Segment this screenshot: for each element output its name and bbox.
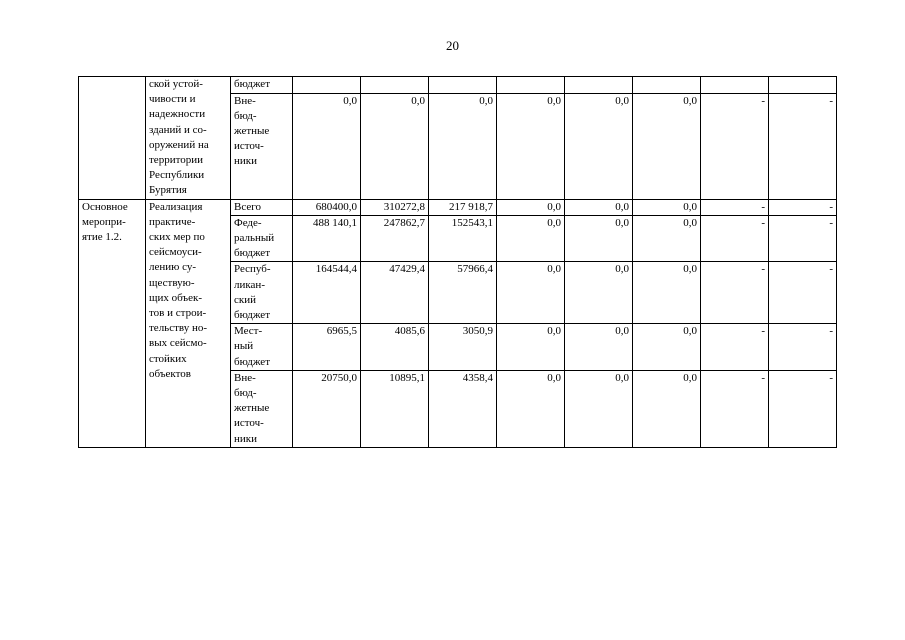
funding-source-cell: Вне- бюд- жетные источ- ники [231, 370, 293, 447]
value-cell [429, 77, 497, 94]
value-cell: - [701, 262, 769, 324]
value-cell: 0,0 [633, 262, 701, 324]
value-cell: 57966,4 [429, 262, 497, 324]
value-cell: - [769, 262, 837, 324]
value-cell: 0,0 [565, 215, 633, 262]
value-cell: 0,0 [633, 324, 701, 371]
value-cell [565, 77, 633, 94]
value-cell: 0,0 [633, 199, 701, 215]
value-cell: 0,0 [565, 199, 633, 215]
table-row [79, 77, 837, 94]
value-cell: 3050,9 [429, 324, 497, 371]
value-cell: 0,0 [497, 199, 565, 215]
value-cell [361, 77, 429, 94]
value-cell: 0,0 [361, 93, 429, 199]
value-cell: - [701, 324, 769, 371]
value-cell: 10895,1 [361, 370, 429, 447]
value-cell: 0,0 [633, 370, 701, 447]
value-cell: 247862,7 [361, 215, 429, 262]
event-name-cell: Основное меропри- ятие 1.2. [79, 199, 146, 447]
value-cell: 0,0 [293, 93, 361, 199]
value-cell: 217 918,7 [429, 199, 497, 215]
value-cell: 152543,1 [429, 215, 497, 262]
budget-table [78, 76, 837, 448]
value-cell: - [769, 324, 837, 371]
value-cell [293, 77, 361, 94]
funding-source-cell: Феде- ральный бюджет [231, 215, 293, 262]
value-cell: 4085,6 [361, 324, 429, 371]
value-cell: - [769, 93, 837, 199]
value-cell [769, 77, 837, 94]
value-cell: 164544,4 [293, 262, 361, 324]
value-cell: 0,0 [633, 215, 701, 262]
value-cell: 0,0 [497, 262, 565, 324]
value-cell: 47429,4 [361, 262, 429, 324]
value-cell: 488 140,1 [293, 215, 361, 262]
page-number: 20 [446, 38, 459, 53]
event-description-cell: Реализация практиче- ских мер по сейсмоуси- лению су- ществую- щих объек- тов и строи- тельству но- вых сейсмо- стойких объектов [146, 199, 231, 447]
value-cell: 0,0 [497, 370, 565, 447]
value-cell: 0,0 [497, 93, 565, 199]
value-cell: 0,0 [633, 93, 701, 199]
value-cell: 680400,0 [293, 199, 361, 215]
value-cell: 0,0 [565, 93, 633, 199]
value-cell: - [769, 199, 837, 215]
value-cell [701, 77, 769, 94]
value-cell: - [769, 370, 837, 447]
funding-source-cell: Всего [231, 199, 293, 215]
value-cell: 310272,8 [361, 199, 429, 215]
value-cell: - [769, 215, 837, 262]
value-cell: 4358,4 [429, 370, 497, 447]
value-cell: - [701, 199, 769, 215]
value-cell: 0,0 [565, 324, 633, 371]
value-cell: 6965,5 [293, 324, 361, 371]
table-row [79, 199, 837, 215]
value-cell: 0,0 [565, 370, 633, 447]
value-cell: 0,0 [497, 324, 565, 371]
value-cell: 0,0 [429, 93, 497, 199]
funding-source-cell: бюджет [231, 77, 293, 94]
funding-source-cell: Мест- ный бюджет [231, 324, 293, 371]
value-cell: 0,0 [497, 215, 565, 262]
value-cell: - [701, 370, 769, 447]
funding-source-cell: Респуб- ликан- ский бюджет [231, 262, 293, 324]
value-cell [633, 77, 701, 94]
event-name-cell [79, 77, 146, 200]
funding-source-cell: Вне- бюд- жетные источ- ники [231, 93, 293, 199]
value-cell: 0,0 [565, 262, 633, 324]
value-cell: - [701, 93, 769, 199]
value-cell [497, 77, 565, 94]
value-cell: - [701, 215, 769, 262]
event-description-cell: ской устой- чивости и надежности зданий и со- оружений на территории Республики Бурятия [146, 77, 231, 200]
value-cell: 20750,0 [293, 370, 361, 447]
